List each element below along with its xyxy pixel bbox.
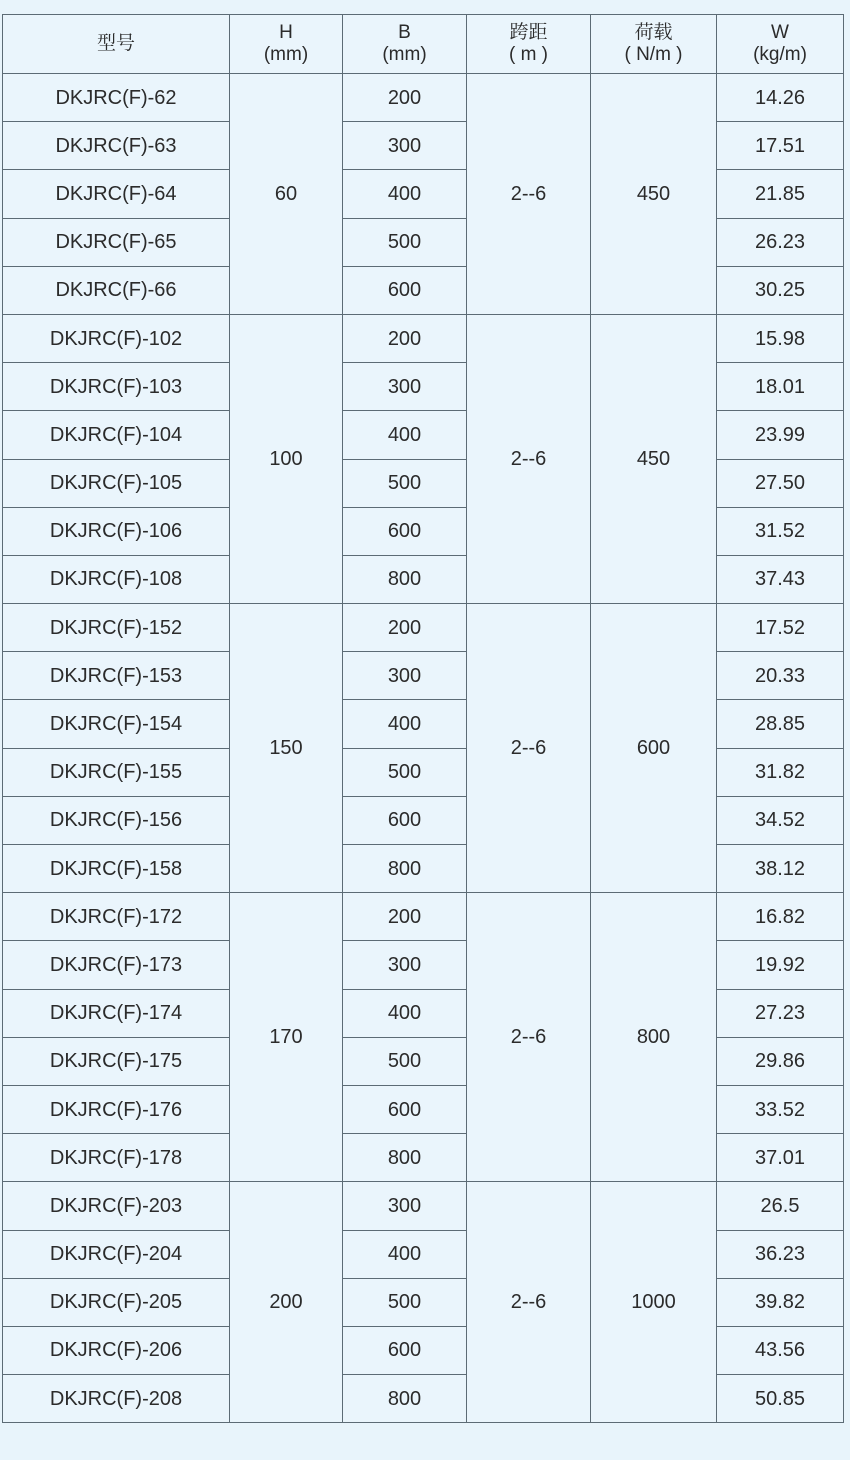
table-row xyxy=(3,748,844,796)
model-cell: DKJRC(F)-174 xyxy=(3,989,230,1037)
table-row xyxy=(3,170,844,218)
b-cell: 600 xyxy=(343,266,467,314)
model-cell: DKJRC(F)-206 xyxy=(3,1326,230,1374)
header-span-label: 跨距 xyxy=(509,22,548,43)
b-cell: 300 xyxy=(343,122,467,170)
header-load xyxy=(591,15,717,74)
w-cell: 37.01 xyxy=(717,1134,844,1182)
b-cell: 600 xyxy=(343,1085,467,1133)
model-cell: DKJRC(F)-63 xyxy=(3,122,230,170)
w-cell: 39.82 xyxy=(717,1278,844,1326)
load-cell: 450 xyxy=(591,74,717,315)
table-row xyxy=(3,314,844,362)
header-span xyxy=(467,15,591,74)
w-cell: 27.23 xyxy=(717,989,844,1037)
load-cell: 600 xyxy=(591,604,717,893)
table-body xyxy=(3,74,844,1423)
b-cell: 800 xyxy=(343,1375,467,1423)
span-cell: 2--6 xyxy=(467,893,591,1182)
b-cell: 300 xyxy=(343,363,467,411)
model-cell: DKJRC(F)-203 xyxy=(3,1182,230,1230)
table-row xyxy=(3,1278,844,1326)
table-row xyxy=(3,604,844,652)
table-row xyxy=(3,1326,844,1374)
model-cell: DKJRC(F)-152 xyxy=(3,604,230,652)
load-cell: 1000 xyxy=(591,1182,717,1423)
b-cell: 500 xyxy=(343,748,467,796)
model-cell: DKJRC(F)-204 xyxy=(3,1230,230,1278)
table-row xyxy=(3,893,844,941)
w-cell: 15.98 xyxy=(717,314,844,362)
b-cell: 200 xyxy=(343,604,467,652)
b-cell: 500 xyxy=(343,218,467,266)
table-row xyxy=(3,1134,844,1182)
table-row xyxy=(3,1375,844,1423)
table-row xyxy=(3,700,844,748)
table-row xyxy=(3,459,844,507)
w-cell: 14.26 xyxy=(717,74,844,122)
b-cell: 500 xyxy=(343,1037,467,1085)
b-cell: 400 xyxy=(343,989,467,1037)
b-cell: 200 xyxy=(343,314,467,362)
header-w-unit: (kg/m) xyxy=(753,44,807,65)
table-row xyxy=(3,1037,844,1085)
w-cell: 26.5 xyxy=(717,1182,844,1230)
span-cell: 2--6 xyxy=(467,604,591,893)
model-cell: DKJRC(F)-155 xyxy=(3,748,230,796)
h-cell: 100 xyxy=(230,314,343,603)
w-cell: 16.82 xyxy=(717,893,844,941)
b-cell: 800 xyxy=(343,845,467,893)
header-w-label: W xyxy=(771,22,789,43)
b-cell: 300 xyxy=(343,1182,467,1230)
h-cell: 200 xyxy=(230,1182,343,1423)
b-cell: 400 xyxy=(343,1230,467,1278)
model-cell: DKJRC(F)-158 xyxy=(3,845,230,893)
model-cell: DKJRC(F)-105 xyxy=(3,459,230,507)
b-cell: 800 xyxy=(343,1134,467,1182)
table-row xyxy=(3,845,844,893)
table-row xyxy=(3,989,844,1037)
model-cell: DKJRC(F)-173 xyxy=(3,941,230,989)
w-cell: 26.23 xyxy=(717,218,844,266)
header-row xyxy=(3,15,844,74)
table-row xyxy=(3,555,844,603)
table-row xyxy=(3,507,844,555)
header-span-unit: ( m ) xyxy=(508,44,549,65)
load-cell: 450 xyxy=(591,314,717,603)
header-h xyxy=(230,15,343,74)
table-row xyxy=(3,218,844,266)
w-cell: 37.43 xyxy=(717,555,844,603)
w-cell: 31.82 xyxy=(717,748,844,796)
header-b-unit: (mm) xyxy=(382,44,427,65)
table-row xyxy=(3,1230,844,1278)
h-cell: 170 xyxy=(230,893,343,1182)
model-cell: DKJRC(F)-66 xyxy=(3,266,230,314)
model-cell: DKJRC(F)-65 xyxy=(3,218,230,266)
b-cell: 300 xyxy=(343,652,467,700)
model-cell: DKJRC(F)-172 xyxy=(3,893,230,941)
model-cell: DKJRC(F)-64 xyxy=(3,170,230,218)
header-w xyxy=(717,15,844,74)
model-cell: DKJRC(F)-208 xyxy=(3,1375,230,1423)
model-cell: DKJRC(F)-205 xyxy=(3,1278,230,1326)
w-cell: 50.85 xyxy=(717,1375,844,1423)
w-cell: 17.52 xyxy=(717,604,844,652)
w-cell: 38.12 xyxy=(717,845,844,893)
b-cell: 600 xyxy=(343,507,467,555)
w-cell: 34.52 xyxy=(717,796,844,844)
h-cell: 150 xyxy=(230,604,343,893)
w-cell: 28.85 xyxy=(717,700,844,748)
model-cell: DKJRC(F)-102 xyxy=(3,314,230,362)
w-cell: 33.52 xyxy=(717,1085,844,1133)
table-row xyxy=(3,1085,844,1133)
b-cell: 200 xyxy=(343,74,467,122)
model-cell: DKJRC(F)-104 xyxy=(3,411,230,459)
model-cell: DKJRC(F)-156 xyxy=(3,796,230,844)
b-cell: 400 xyxy=(343,411,467,459)
w-cell: 27.50 xyxy=(717,459,844,507)
w-cell: 21.85 xyxy=(717,170,844,218)
model-cell: DKJRC(F)-153 xyxy=(3,652,230,700)
b-cell: 600 xyxy=(343,796,467,844)
header-load-label: 荷载 xyxy=(634,22,673,43)
table-row xyxy=(3,652,844,700)
header-h-label: H xyxy=(279,22,293,43)
w-cell: 31.52 xyxy=(717,507,844,555)
model-cell: DKJRC(F)-176 xyxy=(3,1085,230,1133)
b-cell: 500 xyxy=(343,1278,467,1326)
table-row xyxy=(3,411,844,459)
span-cell: 2--6 xyxy=(467,314,591,603)
span-cell: 2--6 xyxy=(467,74,591,315)
table-row xyxy=(3,122,844,170)
header-model: 型号 xyxy=(3,15,230,74)
table-row xyxy=(3,266,844,314)
header-h-unit: (mm) xyxy=(263,44,309,65)
spec-table xyxy=(2,14,844,1423)
model-cell: DKJRC(F)-106 xyxy=(3,507,230,555)
header-load-unit: ( N/m ) xyxy=(624,44,683,65)
w-cell: 43.56 xyxy=(717,1326,844,1374)
b-cell: 200 xyxy=(343,893,467,941)
model-cell: DKJRC(F)-178 xyxy=(3,1134,230,1182)
b-cell: 600 xyxy=(343,1326,467,1374)
header-b-label: B xyxy=(398,22,411,43)
b-cell: 800 xyxy=(343,555,467,603)
w-cell: 19.92 xyxy=(717,941,844,989)
table-row xyxy=(3,941,844,989)
w-cell: 20.33 xyxy=(717,652,844,700)
table-row xyxy=(3,363,844,411)
w-cell: 17.51 xyxy=(717,122,844,170)
w-cell: 18.01 xyxy=(717,363,844,411)
w-cell: 29.86 xyxy=(717,1037,844,1085)
h-cell: 60 xyxy=(230,74,343,315)
header-b xyxy=(343,15,467,74)
b-cell: 400 xyxy=(343,170,467,218)
b-cell: 300 xyxy=(343,941,467,989)
table-row xyxy=(3,1182,844,1230)
w-cell: 36.23 xyxy=(717,1230,844,1278)
w-cell: 23.99 xyxy=(717,411,844,459)
load-cell: 800 xyxy=(591,893,717,1182)
model-cell: DKJRC(F)-108 xyxy=(3,555,230,603)
model-cell: DKJRC(F)-62 xyxy=(3,74,230,122)
w-cell: 30.25 xyxy=(717,266,844,314)
table-row xyxy=(3,74,844,122)
model-cell: DKJRC(F)-175 xyxy=(3,1037,230,1085)
span-cell: 2--6 xyxy=(467,1182,591,1423)
b-cell: 400 xyxy=(343,700,467,748)
model-cell: DKJRC(F)-154 xyxy=(3,700,230,748)
b-cell: 500 xyxy=(343,459,467,507)
model-cell: DKJRC(F)-103 xyxy=(3,363,230,411)
table-row xyxy=(3,796,844,844)
